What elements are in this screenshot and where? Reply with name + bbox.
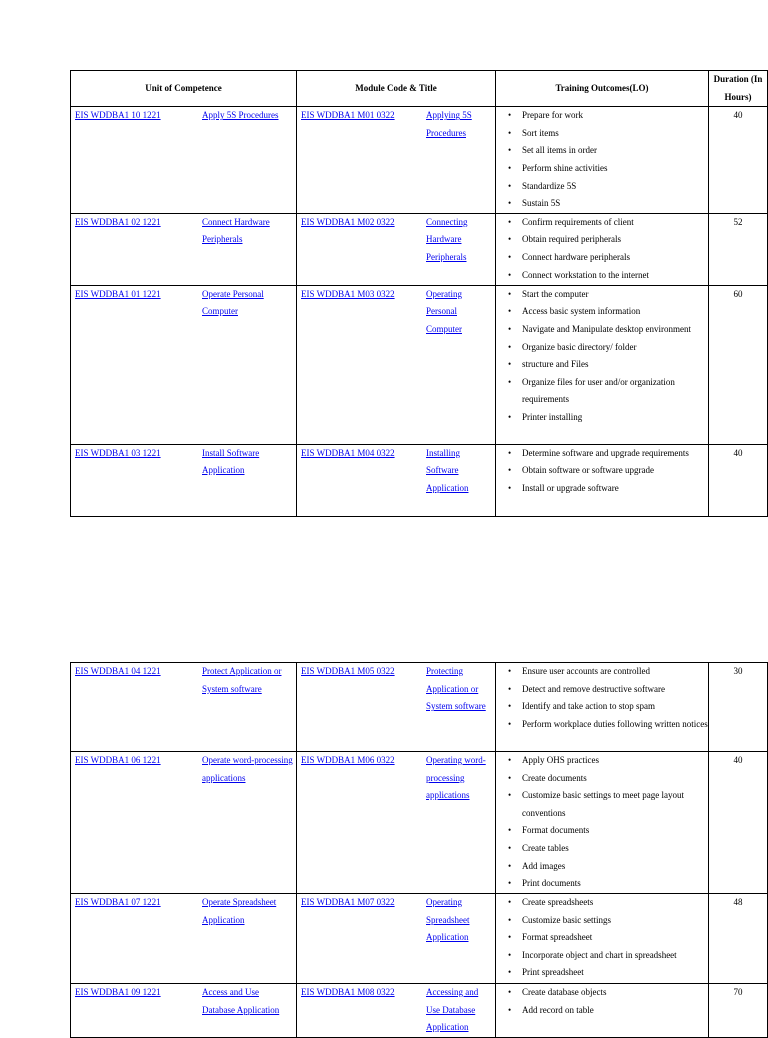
outcome-item: • Organize basic directory/ folder [510, 339, 708, 357]
outcomes-cell [496, 213, 709, 285]
unit-code-link[interactable]: EIS WDDBA1 04 1221 [75, 666, 161, 676]
outcomes-cell [496, 894, 709, 984]
outcome-item: • structure and Files [510, 356, 708, 374]
duration-cell: 48 [709, 894, 768, 984]
duration-cell: 40 [709, 107, 768, 214]
outcome-item: • Confirm requirements of client [510, 214, 708, 232]
outcome-item: • Install or upgrade software [510, 480, 708, 498]
outcome-item: • Connect hardware peripherals [510, 249, 708, 267]
outcome-item: • Customize basic settings [510, 912, 708, 930]
outcome-item: • Print documents [510, 875, 708, 893]
module-cell [297, 285, 496, 444]
unit-code-link[interactable]: EIS WDDBA1 01 1221 [75, 288, 161, 299]
outcome-item: • Customize basic settings to meet page layout conventions [510, 787, 708, 822]
module-code-link[interactable]: EIS WDDBA1 M01 0322 [301, 110, 395, 121]
module-cell [297, 752, 496, 894]
table-row [71, 213, 768, 285]
outcome-item: • Create tables [510, 840, 708, 858]
unit-code-link[interactable]: EIS WDDBA1 06 1221 [75, 755, 161, 765]
duration-cell: 60 [709, 285, 768, 444]
outcome-item: • Obtain required peripherals [510, 231, 708, 249]
header-unit-of-competence: Unit of Competence [71, 71, 297, 107]
module-code-link[interactable]: EIS WDDBA1 M07 0322 [301, 897, 395, 907]
module-title-link[interactable]: Connecting Hardware Peripherals [426, 216, 468, 262]
outcomes-cell [496, 752, 709, 894]
outcome-item: • Sort items [510, 125, 708, 143]
module-title-link[interactable]: Operating Spreadsheet Application [426, 897, 470, 943]
duration-cell: 52 [709, 213, 768, 285]
module-title-link[interactable]: Accessing and Use Database Application [426, 987, 479, 1033]
duration-cell: 40 [709, 444, 768, 516]
outcome-item: • Sustain 5S [510, 195, 708, 213]
outcome-item: • Create spreadsheets [510, 894, 708, 912]
unit-title-link[interactable]: Protect Application or System software [202, 666, 282, 694]
unit-code-link[interactable]: EIS WDDBA1 09 1221 [75, 987, 161, 997]
header-duration: Duration (In Hours) [709, 71, 768, 107]
module-code-link[interactable]: EIS WDDBA1 M04 0322 [301, 447, 395, 458]
outcome-item: • Standardize 5S [510, 178, 708, 196]
outcomes-cell [496, 984, 709, 1038]
module-title-link[interactable]: Installing Software Application [426, 447, 469, 493]
competence-table-page-2 [70, 662, 768, 1038]
unit-cell [71, 752, 297, 894]
module-code-link[interactable]: EIS WDDBA1 M02 0322 [301, 216, 395, 227]
unit-title-link[interactable]: Access and Use Database Application [202, 987, 280, 1015]
outcome-item: • Print spreadsheet [510, 964, 708, 982]
module-cell [297, 894, 496, 984]
unit-code-link[interactable]: EIS WDDBA1 02 1221 [75, 216, 161, 227]
header-module-code-title: Module Code & Title [297, 71, 496, 107]
outcome-item: • Perform workplace duties following written notices [510, 716, 708, 734]
outcomes-cell [496, 444, 709, 516]
module-code-link[interactable]: EIS WDDBA1 M08 0322 [301, 987, 395, 997]
outcome-item: • Identify and take action to stop spam [510, 698, 708, 716]
module-title-link[interactable]: Operating word-processing applications [426, 755, 486, 801]
unit-cell [71, 107, 297, 214]
module-cell [297, 444, 496, 516]
unit-cell [71, 285, 297, 444]
unit-code-link[interactable]: EIS WDDBA1 10 1221 [75, 110, 161, 121]
outcome-item: • Determine software and upgrade requirements [510, 445, 708, 463]
table-row [71, 894, 768, 984]
duration-cell: 40 [709, 752, 768, 894]
header-training-outcomes: Training Outcomes(LO) [496, 71, 709, 107]
outcome-item: • Navigate and Manipulate desktop environment [510, 321, 708, 339]
outcome-item: • Perform shine activities [510, 160, 708, 178]
duration-cell: 30 [709, 663, 768, 752]
outcome-item: • Format spreadsheet [510, 929, 708, 947]
unit-title-link[interactable]: Apply 5S Procedures [202, 110, 279, 121]
outcome-item: • Printer installing [510, 409, 708, 427]
table-row [71, 107, 768, 214]
unit-cell [71, 663, 297, 752]
unit-title-link[interactable]: Operate Personal Computer [202, 288, 264, 317]
module-cell [297, 984, 496, 1038]
outcome-item: • Prepare for work [510, 107, 708, 125]
outcomes-cell [496, 285, 709, 444]
unit-title-link[interactable]: Operate word-processing applications [202, 755, 293, 783]
module-cell [297, 213, 496, 285]
outcome-item: • Add images [510, 858, 708, 876]
outcome-item: • Create documents [510, 770, 708, 788]
outcome-item: • Set all items in order [510, 142, 708, 160]
outcome-item: • Incorporate object and chart in spreadsheet [510, 947, 708, 965]
outcome-item: • Detect and remove destructive software [510, 681, 708, 699]
outcome-item: • Organize files for user and/or organization requirements [510, 374, 708, 409]
unit-code-link[interactable]: EIS WDDBA1 03 1221 [75, 447, 161, 458]
module-code-link[interactable]: EIS WDDBA1 M03 0322 [301, 288, 395, 299]
outcome-item: • Format documents [510, 822, 708, 840]
module-cell [297, 663, 496, 752]
outcome-item: • Add record on table [510, 1002, 708, 1020]
unit-cell [71, 984, 297, 1038]
unit-title-link[interactable]: Install Software Application [202, 447, 260, 476]
table-row [71, 444, 768, 516]
outcome-item: • Create database objects [510, 984, 708, 1002]
outcome-item: • Start the computer [510, 286, 708, 304]
module-title-link[interactable]: Operating Personal Computer [426, 288, 462, 334]
unit-cell [71, 444, 297, 516]
outcome-item: • Connect workstation to the internet [510, 267, 708, 285]
unit-title-link[interactable]: Connect Hardware Peripherals [202, 216, 270, 245]
unit-code-link[interactable]: EIS WDDBA1 07 1221 [75, 897, 161, 907]
outcome-item: • Ensure user accounts are controlled [510, 663, 708, 681]
table-row [71, 285, 768, 444]
module-title-link[interactable]: Applying 5S Procedures [426, 110, 472, 138]
module-code-link[interactable]: EIS WDDBA1 M06 0322 [301, 755, 395, 765]
table-row [71, 663, 768, 752]
unit-cell [71, 213, 297, 285]
table-row [71, 752, 768, 894]
outcomes-cell [496, 663, 709, 752]
table-row [71, 984, 768, 1038]
competence-table-page-1 [70, 70, 768, 517]
module-cell [297, 107, 496, 214]
module-code-link[interactable]: EIS WDDBA1 M05 0322 [301, 666, 395, 676]
module-title-link[interactable]: Protecting Application or System software [426, 666, 486, 712]
duration-cell: 70 [709, 984, 768, 1038]
unit-title-link[interactable]: Operate Spreadsheet Application [202, 897, 277, 925]
outcome-item: • Apply OHS practices [510, 752, 708, 770]
outcome-item: • Access basic system information [510, 303, 708, 321]
unit-cell [71, 894, 297, 984]
outcomes-cell [496, 107, 709, 214]
outcome-item: • Obtain software or software upgrade [510, 462, 708, 480]
